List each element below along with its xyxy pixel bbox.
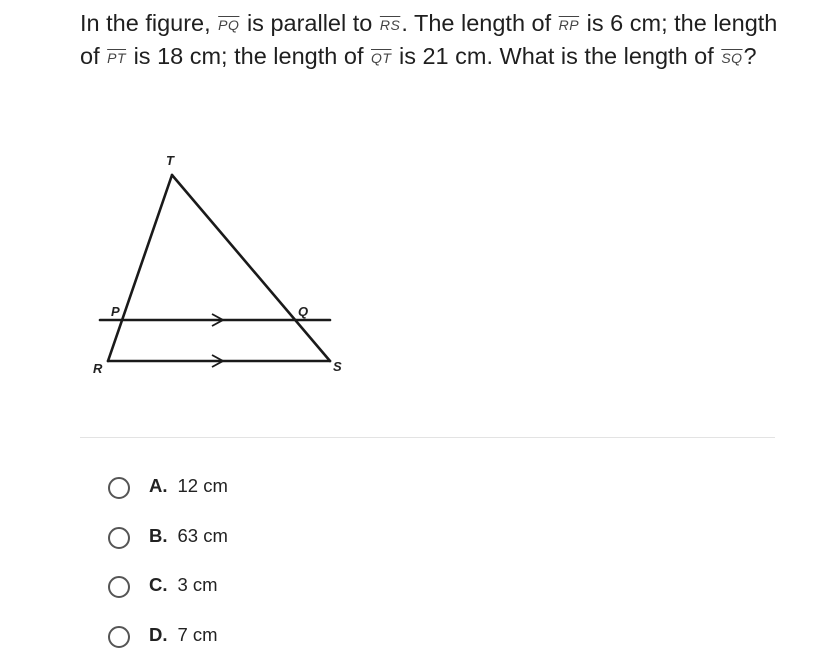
segment-qt: $\overline{QT}$ [370,50,392,66]
radio-button[interactable] [108,477,130,499]
segment-rp: $\overline{RP}$ [558,17,580,33]
choice-letter: B. [149,520,168,552]
answer-choices [108,470,508,668]
choice-text: 3 cm [178,569,218,601]
question-text-part: is parallel to [247,10,372,36]
radio-button[interactable] [108,626,130,648]
side-rt [108,175,172,361]
triangle-figure [80,145,360,385]
choice-letter: D. [149,619,168,651]
question-text-part: is 21 cm. What is the length of [399,43,714,69]
question-text-part: is 6 cm; the length of [80,10,777,69]
question-text-part: is 18 cm; the length of [134,43,364,69]
choice-letter: A. [149,470,168,502]
label-p: P [111,304,120,319]
choice-text: 7 cm [178,619,218,651]
choice-a[interactable] [108,470,508,520]
segment-pq: $\overline{PQ}$ [217,17,240,33]
choice-b[interactable] [108,520,508,570]
label-t: T [166,153,175,168]
segment-pt: $\overline{PT}$ [106,50,127,66]
choice-text: 12 cm [178,470,228,502]
choice-text: 63 cm [178,520,228,552]
label-r: R [93,361,103,376]
segment-sq: $\overline{SQ}$ [720,50,743,66]
question-text-part: In the figure, [80,10,211,36]
question-text-part: . The length of [401,10,551,36]
label-s: S [333,359,342,374]
label-q: Q [298,304,308,319]
segment-rs: $\overline{RS}$ [379,17,401,33]
question-text [80,8,780,74]
side-ts [172,175,330,361]
choice-letter: C. [149,569,168,601]
radio-button[interactable] [108,527,130,549]
divider [80,437,775,438]
radio-button[interactable] [108,576,130,598]
question-text-part: ? [744,43,757,69]
choice-c[interactable] [108,569,508,619]
choice-d[interactable] [108,619,508,668]
